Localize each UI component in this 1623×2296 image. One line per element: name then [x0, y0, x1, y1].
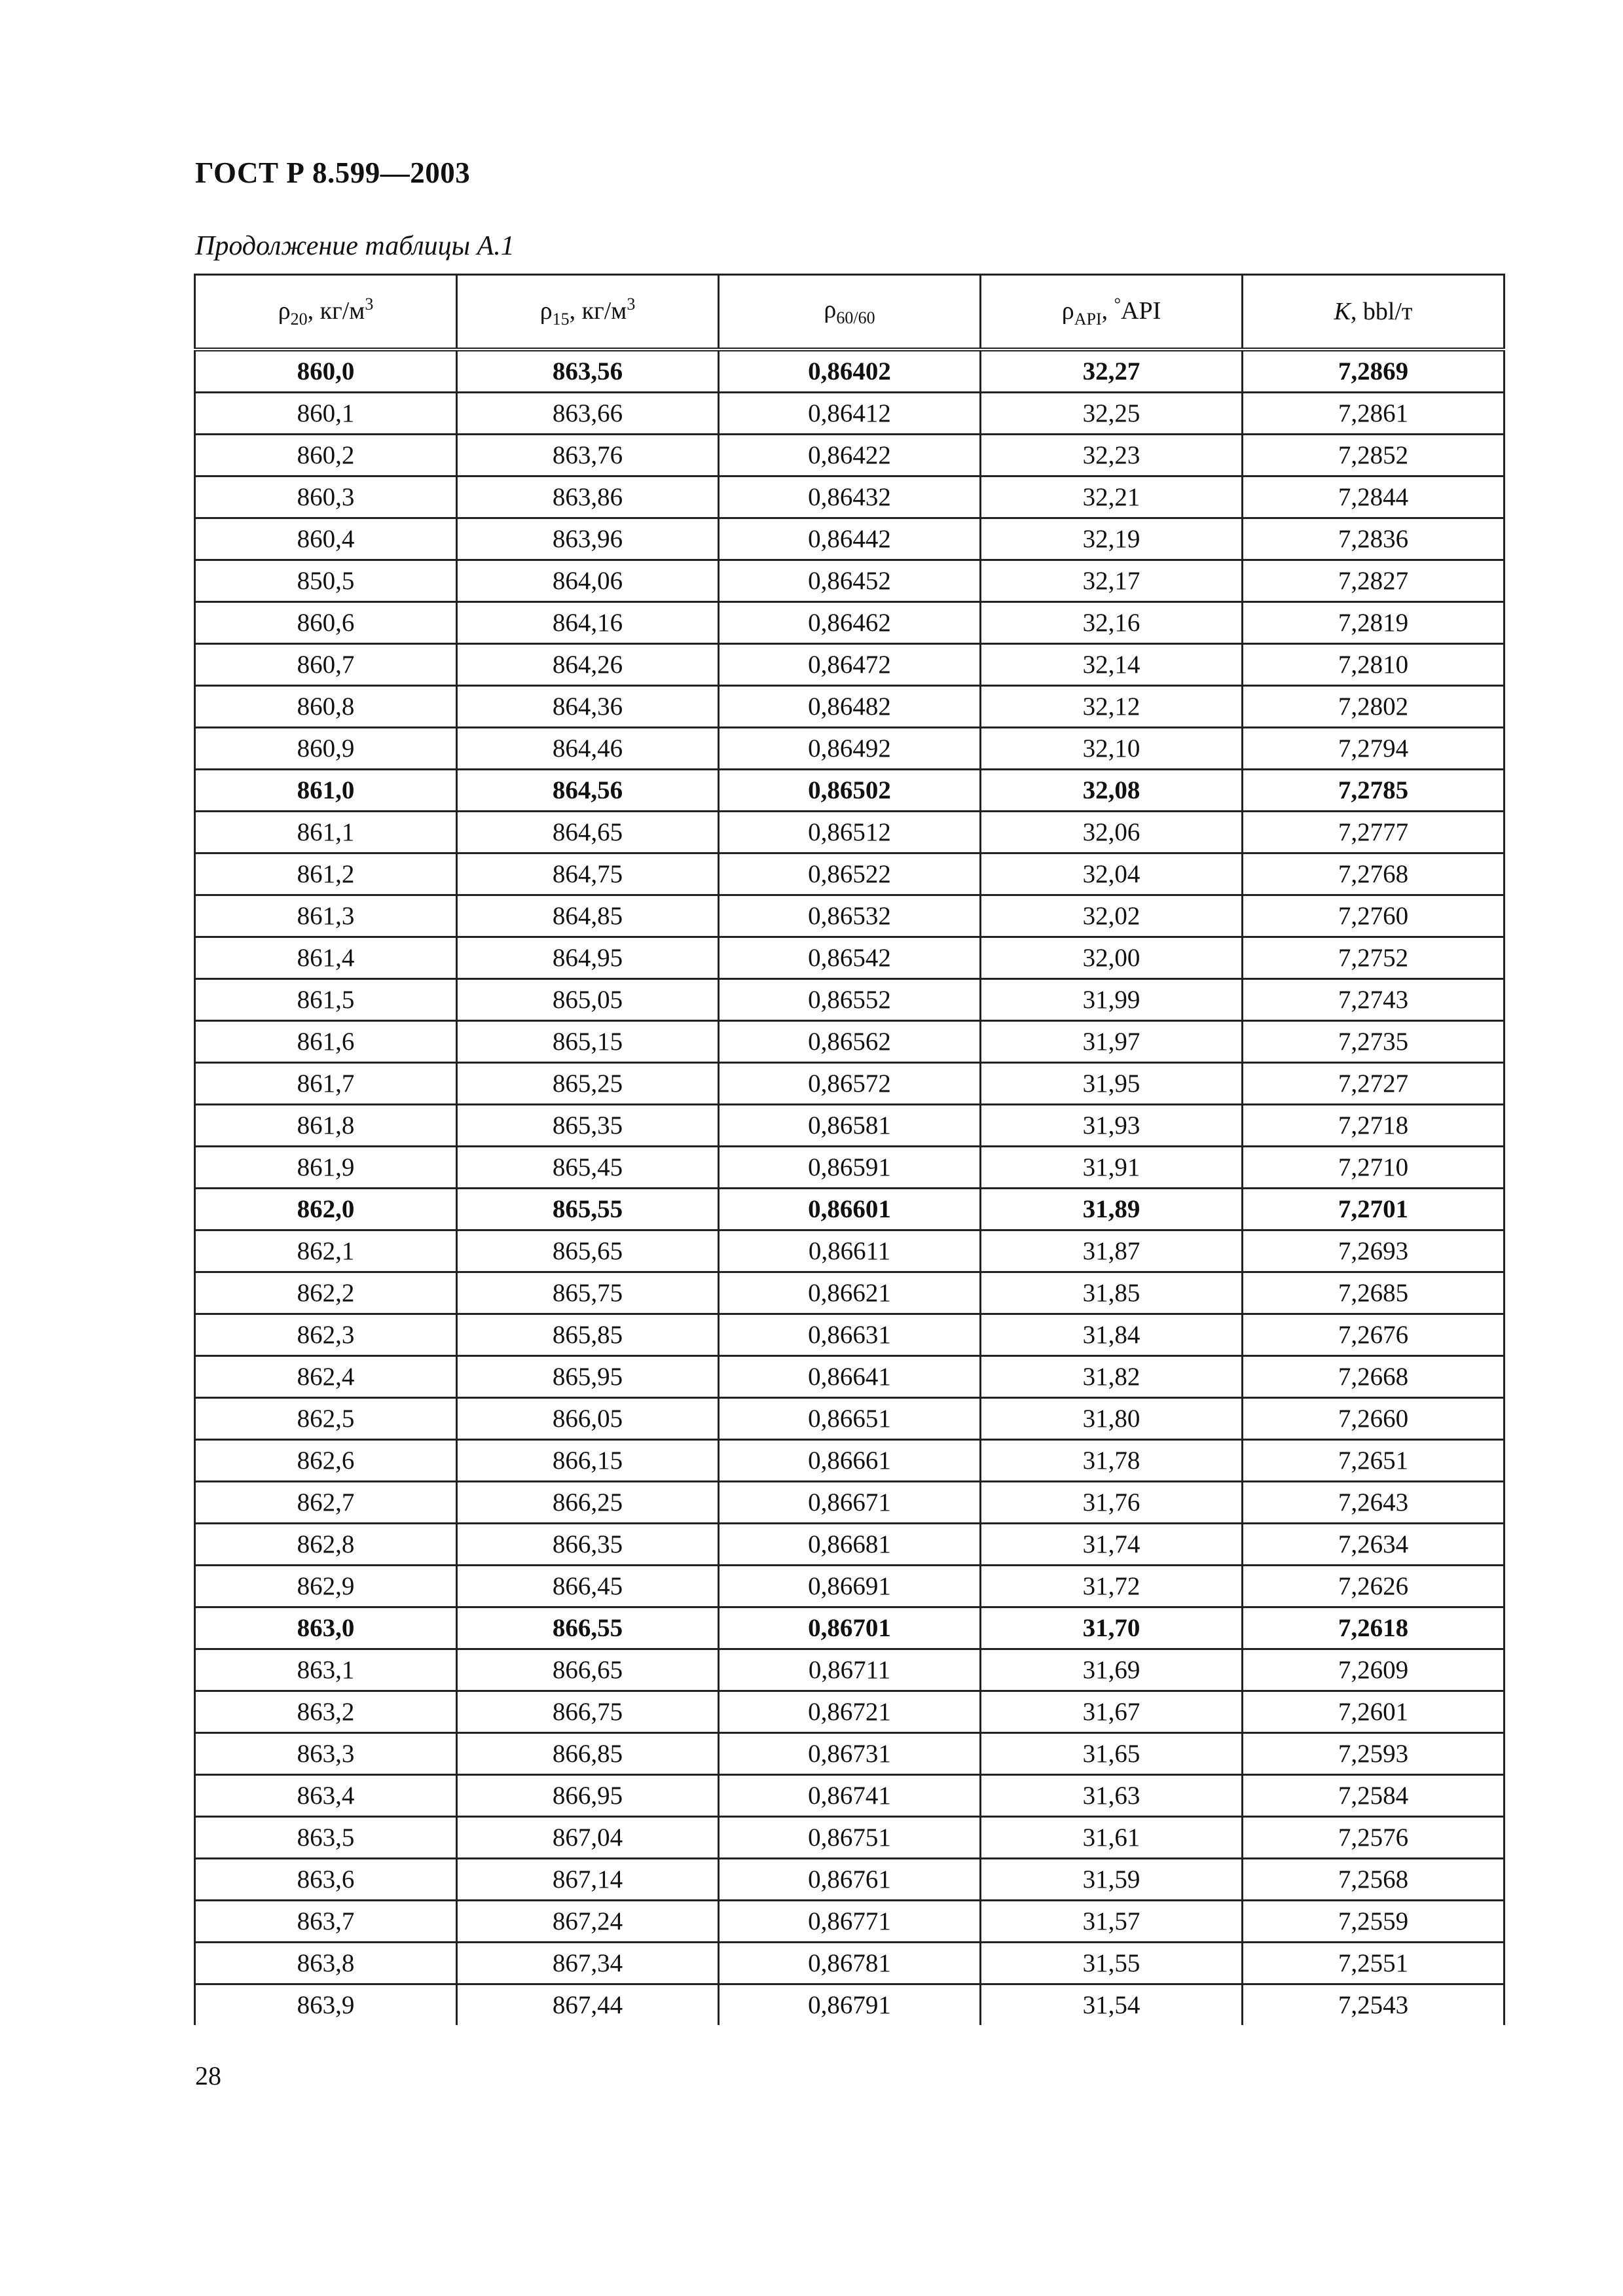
table-cell: 0,86552 — [719, 979, 981, 1021]
table-cell: 864,95 — [457, 937, 719, 979]
table-cell: 0,86432 — [719, 476, 981, 518]
table-cell: 863,8 — [195, 1943, 457, 1984]
table-cell: 32,19 — [981, 518, 1243, 560]
table-cell: 861,0 — [195, 770, 457, 812]
table-row — [195, 1733, 1504, 1775]
table-cell: 0,86591 — [719, 1147, 981, 1189]
table-row — [195, 602, 1504, 644]
column-subscript: 20 — [290, 309, 308, 329]
density-table — [194, 274, 1505, 2025]
table-cell: 31,59 — [981, 1859, 1243, 1901]
table-cell: 865,25 — [457, 1063, 719, 1105]
table-cell: 7,2810 — [1243, 644, 1504, 686]
table-cell: 867,14 — [457, 1859, 719, 1901]
table-row — [195, 1440, 1504, 1482]
table-cell: 0,86442 — [719, 518, 981, 560]
table-cell: 31,91 — [981, 1147, 1243, 1189]
table-cell: 863,66 — [457, 393, 719, 435]
table-cell: 7,2802 — [1243, 686, 1504, 728]
table-cell: 860,8 — [195, 686, 457, 728]
document-header: ГОСТ Р 8.599—2003 — [195, 156, 471, 189]
table-cell: 850,5 — [195, 560, 457, 602]
table-cell: 7,2852 — [1243, 435, 1504, 476]
table-cell: 32,06 — [981, 812, 1243, 853]
table-cell: 32,14 — [981, 644, 1243, 686]
table-cell: 862,3 — [195, 1314, 457, 1356]
table-cell: 7,2634 — [1243, 1524, 1504, 1566]
table-cell: 0,86611 — [719, 1230, 981, 1272]
table-cell: 0,86741 — [719, 1775, 981, 1817]
table-cell: 7,2861 — [1243, 393, 1504, 435]
column-unit: , кг/м — [569, 296, 627, 325]
table-cell: 7,2785 — [1243, 770, 1504, 812]
table-cell: 32,00 — [981, 937, 1243, 979]
table-cell: 7,2651 — [1243, 1440, 1504, 1482]
table-caption: Продолжение таблицы А.1 — [195, 231, 515, 261]
table-cell: 7,2601 — [1243, 1691, 1504, 1733]
table-cell: 866,85 — [457, 1733, 719, 1775]
table-row — [195, 1147, 1504, 1189]
table-cell: 0,86492 — [719, 728, 981, 770]
table-cell: 7,2643 — [1243, 1482, 1504, 1524]
table-cell: 7,2844 — [1243, 476, 1504, 518]
table-cell: 0,86402 — [719, 350, 981, 393]
column-header-rho60-60 — [719, 275, 981, 350]
table-cell: 0,86482 — [719, 686, 981, 728]
table-cell: 0,86791 — [719, 1984, 981, 2026]
table-cell: 31,61 — [981, 1817, 1243, 1859]
table-row — [195, 1230, 1504, 1272]
table-cell: 866,25 — [457, 1482, 719, 1524]
table-row — [195, 476, 1504, 518]
table-cell: 7,2743 — [1243, 979, 1504, 1021]
table-cell: 7,2701 — [1243, 1189, 1504, 1230]
table-cell: 864,26 — [457, 644, 719, 686]
table-row — [195, 1063, 1504, 1105]
table-cell: 7,2710 — [1243, 1147, 1504, 1189]
table-cell: 32,25 — [981, 393, 1243, 435]
table-cell: 31,82 — [981, 1356, 1243, 1398]
table-cell: 32,12 — [981, 686, 1243, 728]
table-cell: 31,55 — [981, 1943, 1243, 1984]
table-cell: 0,86512 — [719, 812, 981, 853]
table-cell: 0,86661 — [719, 1440, 981, 1482]
table-body — [195, 350, 1504, 2025]
table-cell: 31,54 — [981, 1984, 1243, 2026]
table-cell: 0,86472 — [719, 644, 981, 686]
table-cell: 863,3 — [195, 1733, 457, 1775]
table-cell: 863,1 — [195, 1649, 457, 1691]
table-row — [195, 1482, 1504, 1524]
table-cell: 0,86771 — [719, 1901, 981, 1943]
column-unit: , bbl/т — [1350, 298, 1413, 325]
table-cell: 32,04 — [981, 853, 1243, 895]
column-header-rho20 — [195, 275, 457, 350]
table-cell: 0,86581 — [719, 1105, 981, 1147]
table-cell: 7,2768 — [1243, 853, 1504, 895]
table-row — [195, 435, 1504, 476]
table-cell: 31,87 — [981, 1230, 1243, 1272]
table-cell: 31,95 — [981, 1063, 1243, 1105]
table-cell: 7,2660 — [1243, 1398, 1504, 1440]
table-row — [195, 1566, 1504, 1607]
table-row — [195, 1649, 1504, 1691]
table-cell: 7,2760 — [1243, 895, 1504, 937]
table-cell: 7,2568 — [1243, 1859, 1504, 1901]
table-cell: 860,0 — [195, 350, 457, 393]
table-cell: 866,55 — [457, 1607, 719, 1649]
table-row — [195, 1398, 1504, 1440]
table-cell: 867,34 — [457, 1943, 719, 1984]
table-cell: 7,2559 — [1243, 1901, 1504, 1943]
table-cell: 865,45 — [457, 1147, 719, 1189]
table-cell: 866,75 — [457, 1691, 719, 1733]
column-subscript: 15 — [552, 309, 570, 329]
table-cell: 7,2584 — [1243, 1775, 1504, 1817]
column-symbol: ρ — [1061, 296, 1074, 325]
table-cell: 7,2626 — [1243, 1566, 1504, 1607]
table-cell: 864,75 — [457, 853, 719, 895]
table-cell: 7,2576 — [1243, 1817, 1504, 1859]
table-cell: 866,35 — [457, 1524, 719, 1566]
table-cell: 860,2 — [195, 435, 457, 476]
table-cell: 32,02 — [981, 895, 1243, 937]
table-cell: 0,86502 — [719, 770, 981, 812]
column-subscript: 60/60 — [836, 308, 875, 327]
table-cell: 865,95 — [457, 1356, 719, 1398]
table-cell: 865,85 — [457, 1314, 719, 1356]
table-cell: 31,78 — [981, 1440, 1243, 1482]
table-cell: 7,2718 — [1243, 1105, 1504, 1147]
column-symbol: ρ — [539, 296, 553, 325]
table-cell: 0,86422 — [719, 435, 981, 476]
table-row — [195, 1859, 1504, 1901]
column-unit-superscript: 3 — [365, 294, 374, 314]
table-cell: 32,17 — [981, 560, 1243, 602]
table-cell: 861,3 — [195, 895, 457, 937]
table-cell: 863,2 — [195, 1691, 457, 1733]
table-row — [195, 937, 1504, 979]
table-cell: 866,45 — [457, 1566, 719, 1607]
table-cell: 7,2618 — [1243, 1607, 1504, 1649]
table-row — [195, 1314, 1504, 1356]
table-cell: 864,16 — [457, 602, 719, 644]
table-cell: 7,2827 — [1243, 560, 1504, 602]
table-cell: 865,05 — [457, 979, 719, 1021]
table-cell: 32,08 — [981, 770, 1243, 812]
table-cell: 0,86681 — [719, 1524, 981, 1566]
table-cell: 0,86562 — [719, 1021, 981, 1063]
table-cell: 867,44 — [457, 1984, 719, 2026]
table-header-row — [195, 275, 1504, 350]
table-cell: 7,2693 — [1243, 1230, 1504, 1272]
table-cell: 0,86462 — [719, 602, 981, 644]
column-unit-suffix: API — [1121, 296, 1161, 325]
table-cell: 0,86761 — [719, 1859, 981, 1901]
column-unit-superscript: ° — [1114, 294, 1122, 314]
table-cell: 865,35 — [457, 1105, 719, 1147]
table-cell: 0,86651 — [719, 1398, 981, 1440]
table-cell: 863,56 — [457, 350, 719, 393]
table-cell: 863,76 — [457, 435, 719, 476]
table-cell: 862,0 — [195, 1189, 457, 1230]
table-row — [195, 728, 1504, 770]
table-cell: 7,2752 — [1243, 937, 1504, 979]
column-symbol: K — [1334, 298, 1351, 325]
table-row — [195, 1817, 1504, 1859]
table-row — [195, 1691, 1504, 1733]
table-cell: 863,7 — [195, 1901, 457, 1943]
column-header-k — [1243, 275, 1504, 350]
column-subscript: API — [1074, 309, 1102, 329]
table-cell: 0,86701 — [719, 1607, 981, 1649]
table-cell: 867,24 — [457, 1901, 719, 1943]
table-row — [195, 1105, 1504, 1147]
table-cell: 7,2777 — [1243, 812, 1504, 853]
table-cell: 862,5 — [195, 1398, 457, 1440]
table-cell: 867,04 — [457, 1817, 719, 1859]
table-cell: 861,8 — [195, 1105, 457, 1147]
table-cell: 32,10 — [981, 728, 1243, 770]
table-cell: 31,80 — [981, 1398, 1243, 1440]
table-cell: 863,4 — [195, 1775, 457, 1817]
table-cell: 866,65 — [457, 1649, 719, 1691]
table-cell: 862,6 — [195, 1440, 457, 1482]
table-cell: 32,16 — [981, 602, 1243, 644]
table-cell: 31,84 — [981, 1314, 1243, 1356]
table-cell: 32,23 — [981, 435, 1243, 476]
table-cell: 0,86751 — [719, 1817, 981, 1859]
table-row — [195, 350, 1504, 393]
table-cell: 0,86781 — [719, 1943, 981, 1984]
column-unit-superscript: 3 — [627, 294, 636, 314]
table-row — [195, 1272, 1504, 1314]
table-cell: 0,86721 — [719, 1691, 981, 1733]
table-cell: 863,86 — [457, 476, 719, 518]
table-cell: 861,9 — [195, 1147, 457, 1189]
column-symbol: ρ — [278, 296, 291, 325]
column-unit: , — [1101, 296, 1114, 325]
table-cell: 7,2685 — [1243, 1272, 1504, 1314]
table-cell: 863,5 — [195, 1817, 457, 1859]
table-row — [195, 1984, 1504, 2026]
table-cell: 7,2676 — [1243, 1314, 1504, 1356]
table-cell: 7,2551 — [1243, 1943, 1504, 1984]
table-cell: 861,6 — [195, 1021, 457, 1063]
table-cell: 0,86601 — [719, 1189, 981, 1230]
table-cell: 31,70 — [981, 1607, 1243, 1649]
table-cell: 32,21 — [981, 476, 1243, 518]
column-symbol: ρ — [824, 296, 837, 323]
table-cell: 864,56 — [457, 770, 719, 812]
table-cell: 31,85 — [981, 1272, 1243, 1314]
table-cell: 860,3 — [195, 476, 457, 518]
table-cell: 863,9 — [195, 1984, 457, 2026]
table-cell: 866,05 — [457, 1398, 719, 1440]
table-cell: 7,2609 — [1243, 1649, 1504, 1691]
table-cell: 865,65 — [457, 1230, 719, 1272]
column-header-rho-api — [981, 275, 1243, 350]
table-cell: 862,7 — [195, 1482, 457, 1524]
table-cell: 860,1 — [195, 393, 457, 435]
table-cell: 862,8 — [195, 1524, 457, 1566]
table-cell: 0,86522 — [719, 853, 981, 895]
table-cell: 7,2869 — [1243, 350, 1504, 393]
table-cell: 860,9 — [195, 728, 457, 770]
table-cell: 7,2593 — [1243, 1733, 1504, 1775]
table-cell: 31,67 — [981, 1691, 1243, 1733]
table-cell: 0,86532 — [719, 895, 981, 937]
table-cell: 0,86711 — [719, 1649, 981, 1691]
table-cell: 864,06 — [457, 560, 719, 602]
table-cell: 31,76 — [981, 1482, 1243, 1524]
table-cell: 0,86731 — [719, 1733, 981, 1775]
table-cell: 862,2 — [195, 1272, 457, 1314]
table-row — [195, 1775, 1504, 1817]
table-cell: 31,74 — [981, 1524, 1243, 1566]
table-cell: 865,15 — [457, 1021, 719, 1063]
table-row — [195, 853, 1504, 895]
table-cell: 861,5 — [195, 979, 457, 1021]
table-cell: 861,1 — [195, 812, 457, 853]
table-cell: 32,27 — [981, 350, 1243, 393]
table-row — [195, 686, 1504, 728]
table-row — [195, 644, 1504, 686]
table-cell: 7,2668 — [1243, 1356, 1504, 1398]
table-row — [195, 560, 1504, 602]
column-header-rho15 — [457, 275, 719, 350]
table-row — [195, 393, 1504, 435]
table-cell: 860,4 — [195, 518, 457, 560]
table-row — [195, 518, 1504, 560]
table-cell: 31,97 — [981, 1021, 1243, 1063]
table-cell: 31,65 — [981, 1733, 1243, 1775]
table-cell: 862,9 — [195, 1566, 457, 1607]
table-cell: 7,2735 — [1243, 1021, 1504, 1063]
table-cell: 865,75 — [457, 1272, 719, 1314]
table-row — [195, 812, 1504, 853]
table-cell: 31,89 — [981, 1189, 1243, 1230]
table-cell: 863,6 — [195, 1859, 457, 1901]
table-row — [195, 1189, 1504, 1230]
table-cell: 31,57 — [981, 1901, 1243, 1943]
table-cell: 31,93 — [981, 1105, 1243, 1147]
table-cell: 0,86572 — [719, 1063, 981, 1105]
table-cell: 864,65 — [457, 812, 719, 853]
table-cell: 866,15 — [457, 1440, 719, 1482]
table-cell: 7,2727 — [1243, 1063, 1504, 1105]
table-cell: 0,86631 — [719, 1314, 981, 1356]
table-row — [195, 1901, 1504, 1943]
table-cell: 863,0 — [195, 1607, 457, 1649]
table-cell: 0,86641 — [719, 1356, 981, 1398]
table-cell: 0,86452 — [719, 560, 981, 602]
table-cell: 863,96 — [457, 518, 719, 560]
table-cell: 0,86621 — [719, 1272, 981, 1314]
table-cell: 866,95 — [457, 1775, 719, 1817]
table-cell: 864,46 — [457, 728, 719, 770]
table-row — [195, 1524, 1504, 1566]
table-cell: 31,99 — [981, 979, 1243, 1021]
table-cell: 0,86691 — [719, 1566, 981, 1607]
table-cell: 862,1 — [195, 1230, 457, 1272]
table-row — [195, 1356, 1504, 1398]
table-cell: 7,2794 — [1243, 728, 1504, 770]
table-cell: 860,7 — [195, 644, 457, 686]
table-cell: 860,6 — [195, 602, 457, 644]
table-row — [195, 770, 1504, 812]
table-cell: 7,2543 — [1243, 1984, 1504, 2026]
table-cell: 861,7 — [195, 1063, 457, 1105]
table-cell: 0,86412 — [719, 393, 981, 435]
table-cell: 0,86671 — [719, 1482, 981, 1524]
table-cell: 864,36 — [457, 686, 719, 728]
table-row — [195, 1021, 1504, 1063]
table-row — [195, 1943, 1504, 1984]
table-cell: 0,86542 — [719, 937, 981, 979]
table-cell: 861,2 — [195, 853, 457, 895]
table-row — [195, 979, 1504, 1021]
table-cell: 7,2819 — [1243, 602, 1504, 644]
table-row — [195, 895, 1504, 937]
table-cell: 865,55 — [457, 1189, 719, 1230]
table-cell: 861,4 — [195, 937, 457, 979]
table-row — [195, 1607, 1504, 1649]
page-number: 28 — [195, 2061, 221, 2090]
table-cell: 31,72 — [981, 1566, 1243, 1607]
column-unit: , кг/м — [307, 296, 365, 325]
table-cell: 31,69 — [981, 1649, 1243, 1691]
table-cell: 864,85 — [457, 895, 719, 937]
table-cell: 7,2836 — [1243, 518, 1504, 560]
table-cell: 862,4 — [195, 1356, 457, 1398]
table-cell: 31,63 — [981, 1775, 1243, 1817]
